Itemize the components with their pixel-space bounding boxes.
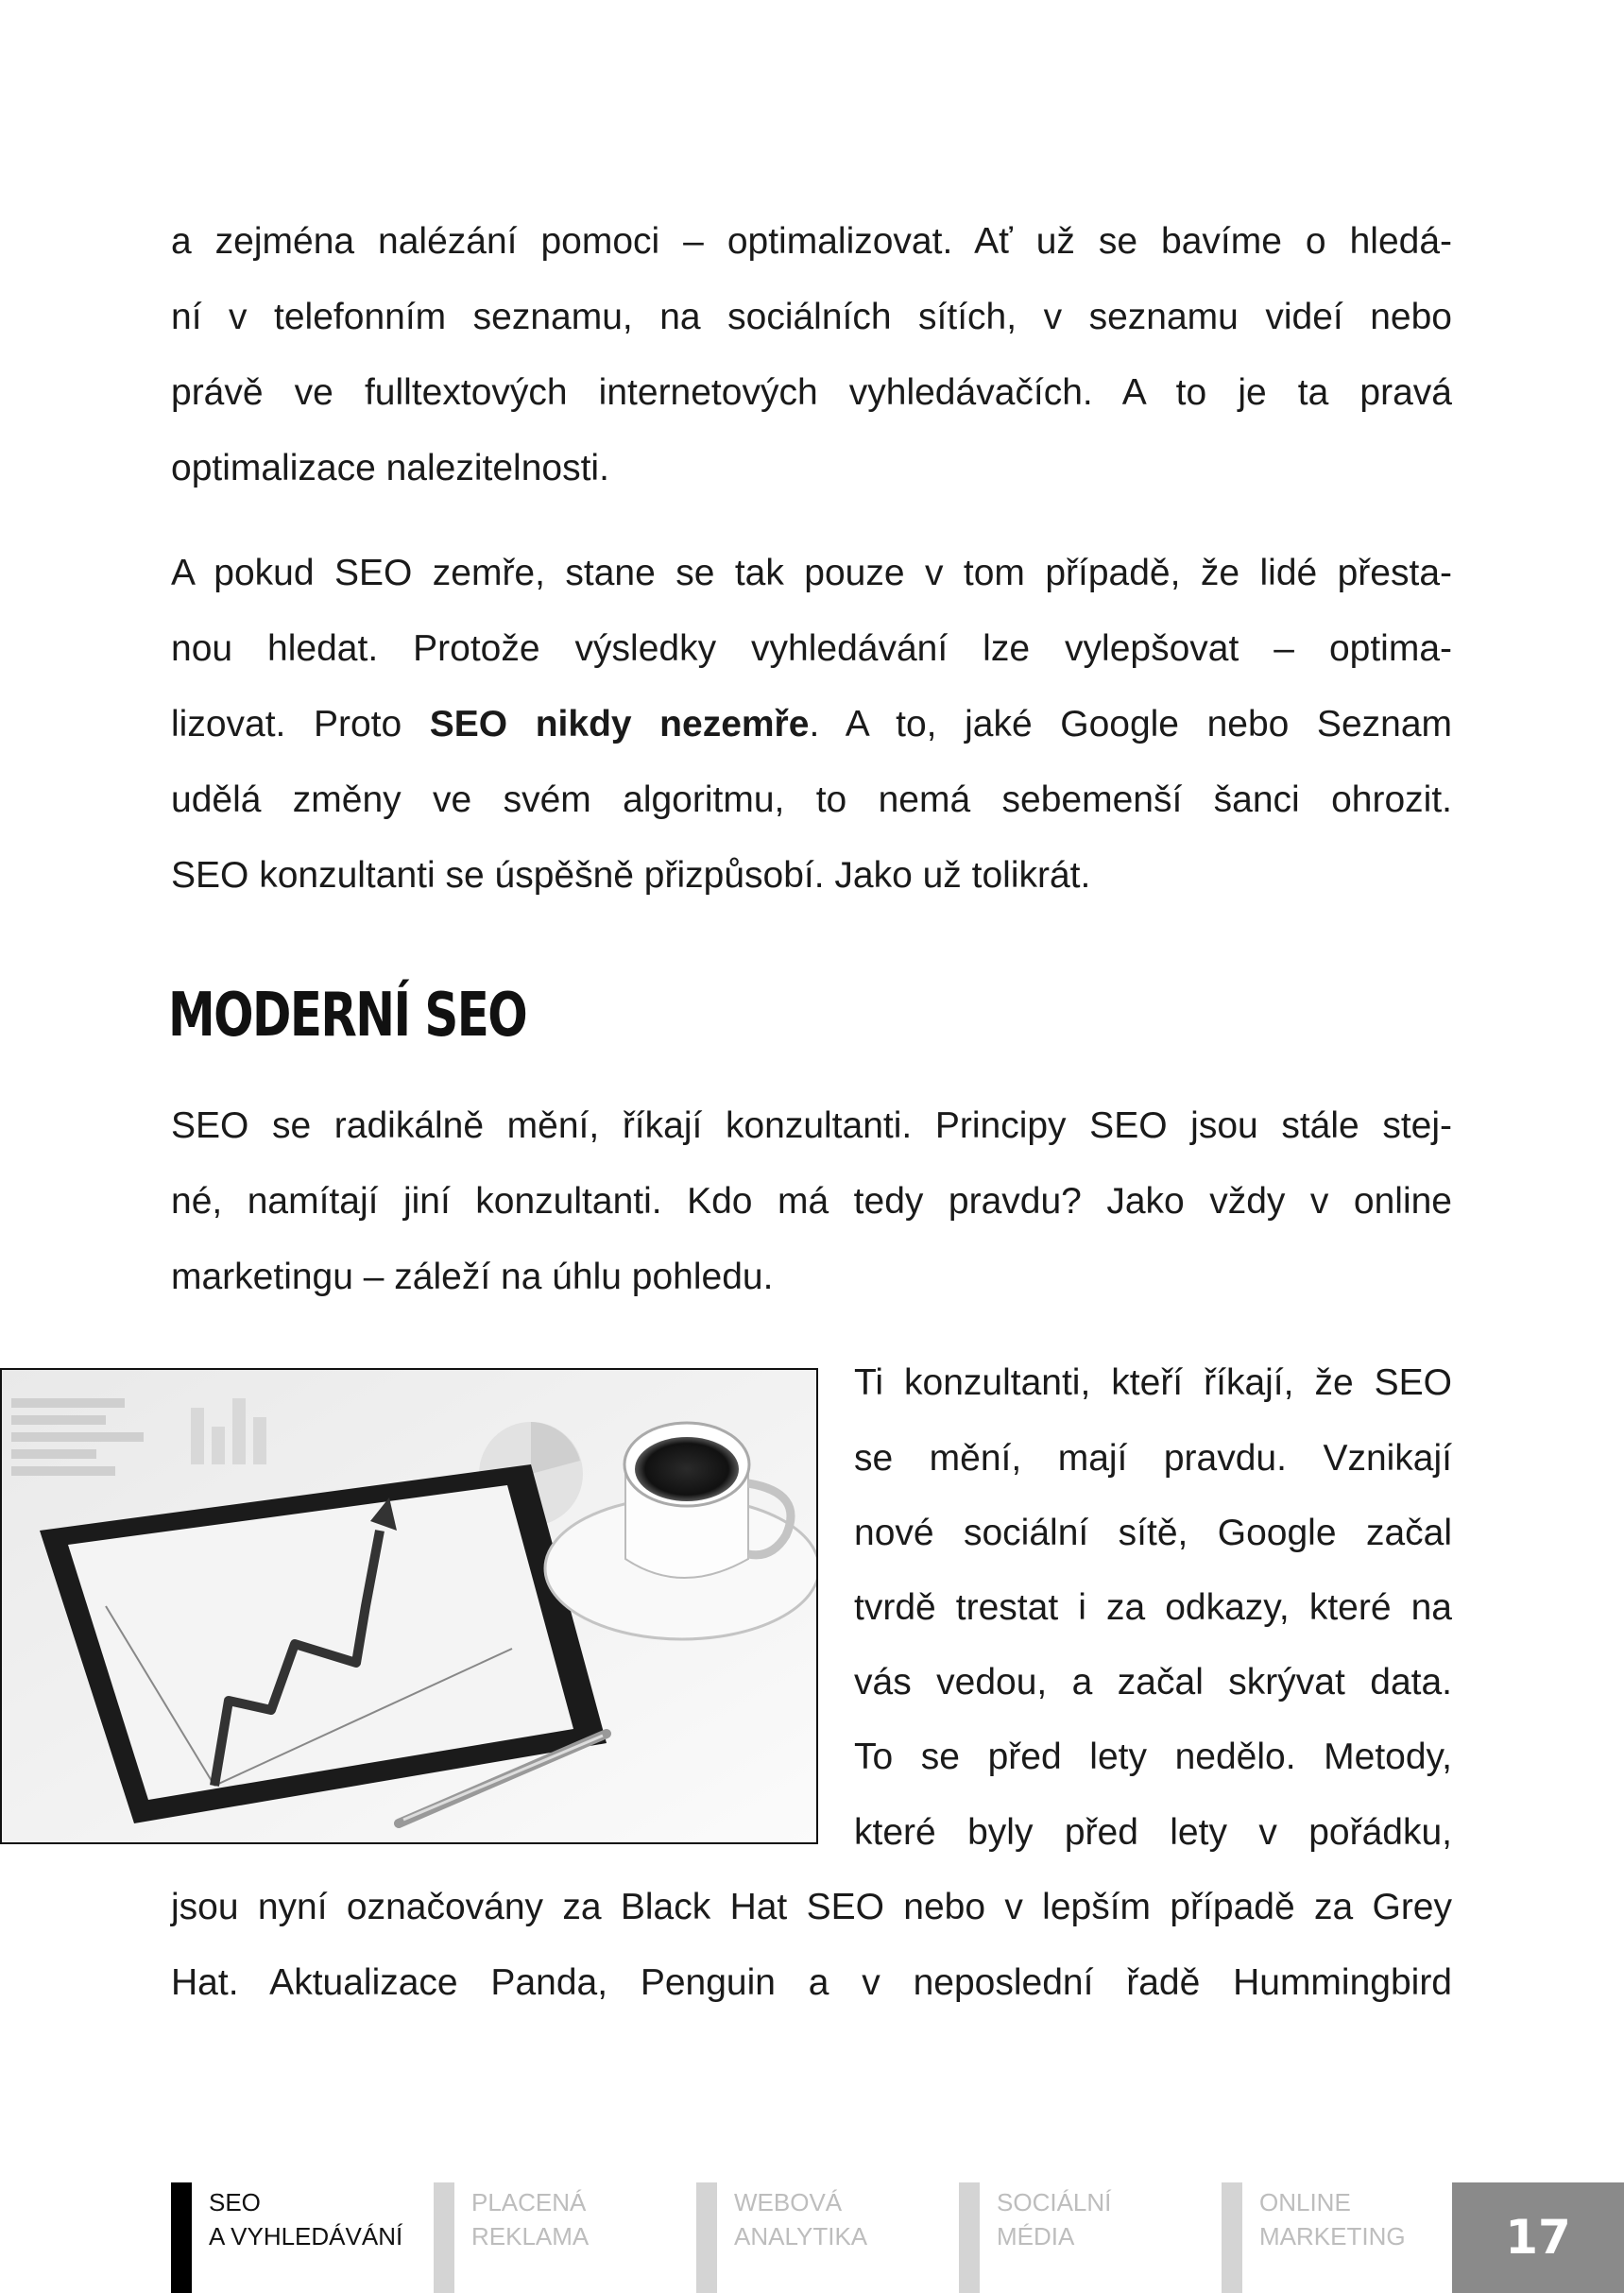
chapter-footer xyxy=(0,2182,1624,2293)
chapter-tab-label: PLACENÁ REKLAMA xyxy=(471,2188,590,2250)
body-text-line: marketingu – záleží na úhlu pohledu. xyxy=(171,1257,774,1297)
chapter-tab-label: SOCIÁLNÍ MÉDIA xyxy=(997,2188,1112,2250)
body-text-line: tvrdě trestat i za odkazy, které na xyxy=(854,1587,1452,1628)
chapter-marker xyxy=(434,2182,454,2293)
body-text-line: To se před lety nedělo. Metody, xyxy=(854,1737,1452,1777)
body-text-line: vás vedou, a začal skrývat data. xyxy=(854,1662,1452,1703)
body-text-line: nou hledat. Protože výsledky vyhledávání lze vylepšovat – optima- xyxy=(171,628,1452,669)
body-text-line: A pokud SEO zemře, stane se tak pouze v tom případě, že lidé přesta- xyxy=(171,553,1452,593)
text-segment: lizovat. Proto xyxy=(171,704,430,744)
body-text-line: právě ve fulltextových internetových vyhledávačích. A to je ta pravá xyxy=(171,372,1452,413)
body-text-line: jsou nyní označovány za Black Hat SEO nebo v lepším případě za Grey xyxy=(171,1887,1452,1927)
body-text-line: které byly před lety v pořádku, xyxy=(854,1812,1452,1853)
photo-illustration xyxy=(2,1370,818,1844)
body-text-line: a zejména nalézání pomoci – optimalizovat. Ať už se bavíme o hledá- xyxy=(171,221,1452,262)
chapter-marker xyxy=(1222,2182,1242,2293)
chapter-tab-label: WEBOVÁ ANALYTIKA xyxy=(734,2188,868,2250)
text-segment: . A to, jaké Google nebo Seznam xyxy=(809,704,1452,744)
tablet-chart-photo xyxy=(0,1368,818,1844)
chapter-marker xyxy=(696,2182,717,2293)
body-text-line: né, namítají jiní konzultanti. Kdo má tedy pravdu? Jako vždy v online xyxy=(171,1181,1452,1222)
body-text-line: nové sociální sítě, Google začal xyxy=(854,1513,1452,1553)
body-text-line: Ti konzultanti, kteří říkají, že SEO xyxy=(854,1362,1452,1403)
body-text-line: udělá změny ve svém algoritmu, to nemá sebemenší šanci ohrozit. xyxy=(171,779,1452,820)
chapter-marker xyxy=(959,2182,980,2293)
section-heading: MODERNÍ SEO xyxy=(168,981,527,1051)
chapter-tab-label: SEO A VYHLEDÁVÁNÍ xyxy=(209,2188,403,2250)
body-text-line: SEO konzultanti se úspěšně přizpůsobí. Jako už tolikrát. xyxy=(171,855,1091,896)
body-text-line xyxy=(171,702,1452,747)
body-text-line: se mění, mají pravdu. Vznikají xyxy=(854,1438,1452,1479)
body-text-line: SEO se radikálně mění, říkají konzultanti. Principy SEO jsou stále stej- xyxy=(171,1105,1452,1146)
body-text-line: ní v telefonním seznamu, na sociálních sítích, v seznamu videí nebo xyxy=(171,297,1452,337)
chapter-marker xyxy=(171,2182,192,2293)
body-text-line: optimalizace nalezitelnosti. xyxy=(171,448,609,488)
emphasis-text: SEO nikdy nezemře xyxy=(429,704,810,744)
body-text-line: Hat. Aktualizace Panda, Penguin a v neposlední řadě Hummingbird xyxy=(171,1962,1452,2003)
page-number: 17 xyxy=(1452,2182,1624,2293)
chapter-tab-label: ONLINE MARKETING xyxy=(1259,2188,1406,2250)
